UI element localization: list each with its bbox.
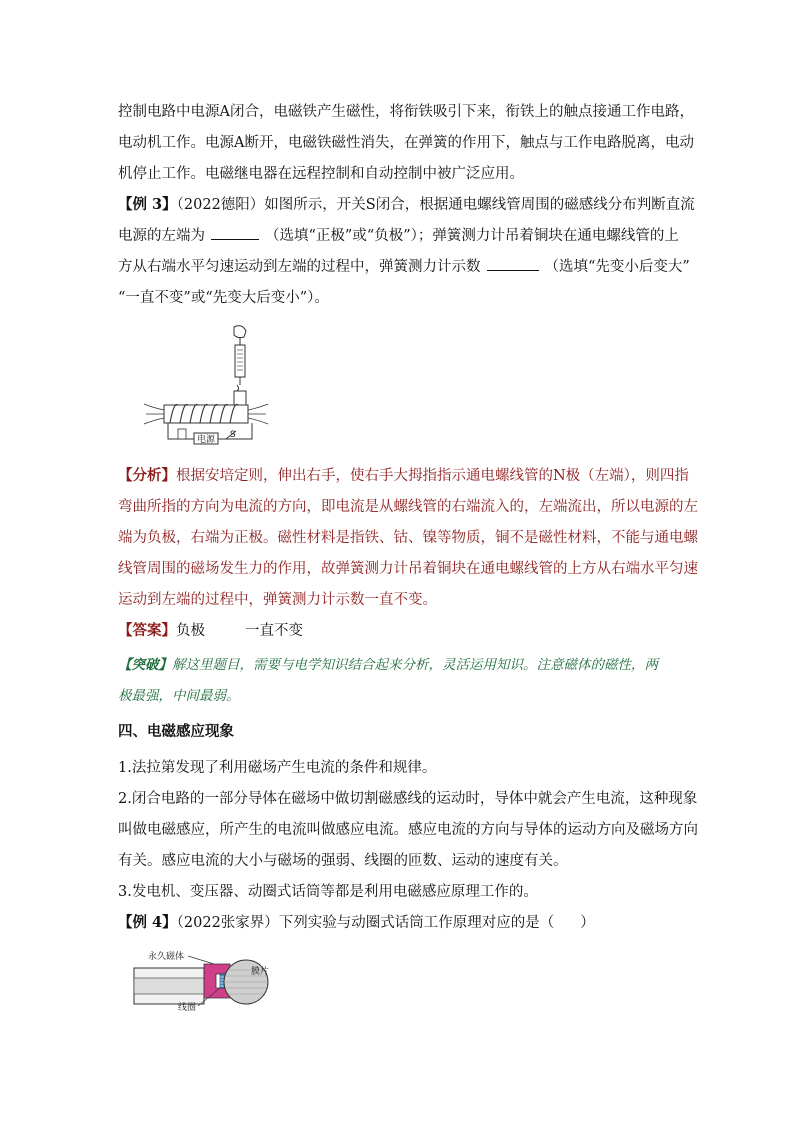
answer-value: 负极 — [176, 623, 205, 639]
analysis-line: 端为负极，右端为正极。磁性材料是指铁、钴、镍等物质，铜不是磁性材料，不能与通电螺 — [118, 530, 698, 546]
coil-label: 线圈 — [178, 1003, 197, 1013]
example4-text: ） — [580, 915, 595, 931]
analysis-line: 运动到左端的过程中，弹簧测力计示数一直不变。 — [118, 592, 437, 608]
example4-text: （2022张家界）下列实验与动圈式话筒工作原理对应的是（ — [176, 915, 555, 931]
example4-tag: 【例 4】 — [118, 914, 177, 931]
diaphragm-label: 膜片 — [251, 967, 270, 977]
example3-text: 电源的左端为 — [118, 228, 205, 244]
section-item: 1.法拉第发现了利用磁场产生电流的条件和规律。 — [118, 760, 437, 776]
paragraph-line: 机停止工作。电磁继电器在远程控制和自动控制中被广泛应用。 — [118, 166, 524, 182]
magnet-label: 永久磁体 — [148, 952, 185, 962]
answer-blank-1[interactable] — [211, 227, 259, 240]
answer-value: 一直不变 — [245, 623, 303, 639]
analysis-line: 弯曲所指的方向为电流的方向，即电流是从螺线管的右端流入的，左端流出，所以电源的左 — [118, 499, 698, 515]
source-label: 电源 — [197, 435, 216, 445]
analysis-text: 根据安培定则，伸出右手，使右手大拇指指示通电螺线管的N极（左端），则四指 — [176, 468, 689, 484]
example3-tag: 【例 3】 — [118, 196, 177, 213]
hand-icon — [234, 326, 246, 338]
breakthrough-line2: 极最强，中间最弱。 — [118, 688, 240, 704]
analysis-tag: 【分析】 — [118, 467, 176, 484]
paragraph-line: 电动机工作。电源A断开，电磁铁磁性消失，在弹簧的作用下，触点与工作电路脱离，电动 — [118, 135, 694, 151]
section-heading: 四、电磁感应现象 — [118, 723, 234, 740]
analysis-line1 — [118, 466, 689, 486]
example3-line1 — [118, 195, 695, 215]
example3-line3 — [118, 257, 690, 277]
example3-line2 — [118, 226, 679, 246]
answer-line — [118, 621, 303, 641]
example3-text: 方从右端水平匀速运动到左端的过程中，弹簧测力计示数 — [118, 259, 481, 275]
example3-text: （选填“正极”或“负极”）；弹簧测力计吊着铜块在通电螺线管的上 — [265, 228, 679, 244]
section-item: 有关。感应电流的大小与磁场的强弱、线圈的匝数、运动的速度有关。 — [118, 853, 568, 869]
paragraph-line: 控制电路中电源A闭合，电磁铁产生磁性，将衔铁吸引下来，衔铁上的触点接通工作电路， — [118, 104, 694, 120]
breakthrough-line1 — [118, 655, 658, 675]
resistor-icon — [178, 429, 186, 439]
answer-tag: 【答案】 — [118, 622, 176, 639]
switch-label: S — [230, 430, 236, 440]
breakthrough-text: 解这里题目，需要与电学知识结合起来分析，灵活运用知识。注意磁体的磁性，两 — [172, 657, 658, 673]
example3-text: （2022德阳）如图所示，开关S闭合，根据通电螺线管周围的磁感线分布判断直流 — [176, 197, 695, 213]
answer-blank-2[interactable] — [487, 258, 539, 271]
breakthrough-tag: 【突破】 — [118, 657, 172, 673]
section-item: 2.闭合电路的一部分导体在磁场中做切割磁感线的运动时，导体中就会产生电流，这种现象 — [118, 791, 698, 807]
example3-text: （选填“先变小后变大” — [544, 259, 690, 275]
example3-line4: “一直不变”或“先变大后变小”）。 — [118, 290, 329, 306]
solenoid-icon — [164, 405, 248, 423]
section-item: 叫做电磁感应，所产生的电流叫做感应电流。感应电流的方向与导体的运动方向及磁场方向 — [118, 822, 698, 838]
microphone-figure — [128, 944, 282, 1014]
copper-block-icon — [234, 391, 246, 405]
example4-line — [118, 913, 595, 933]
section-item: 3.发电机、变压器、动圈式话筒等都是利用电磁感应原理工作的。 — [118, 884, 538, 900]
solenoid-figure — [140, 323, 278, 449]
analysis-line: 线管周围的磁场发生力的作用，故弹簧测力计吊着铜块在通电螺线管的上方从右端水平匀速 — [118, 561, 698, 577]
